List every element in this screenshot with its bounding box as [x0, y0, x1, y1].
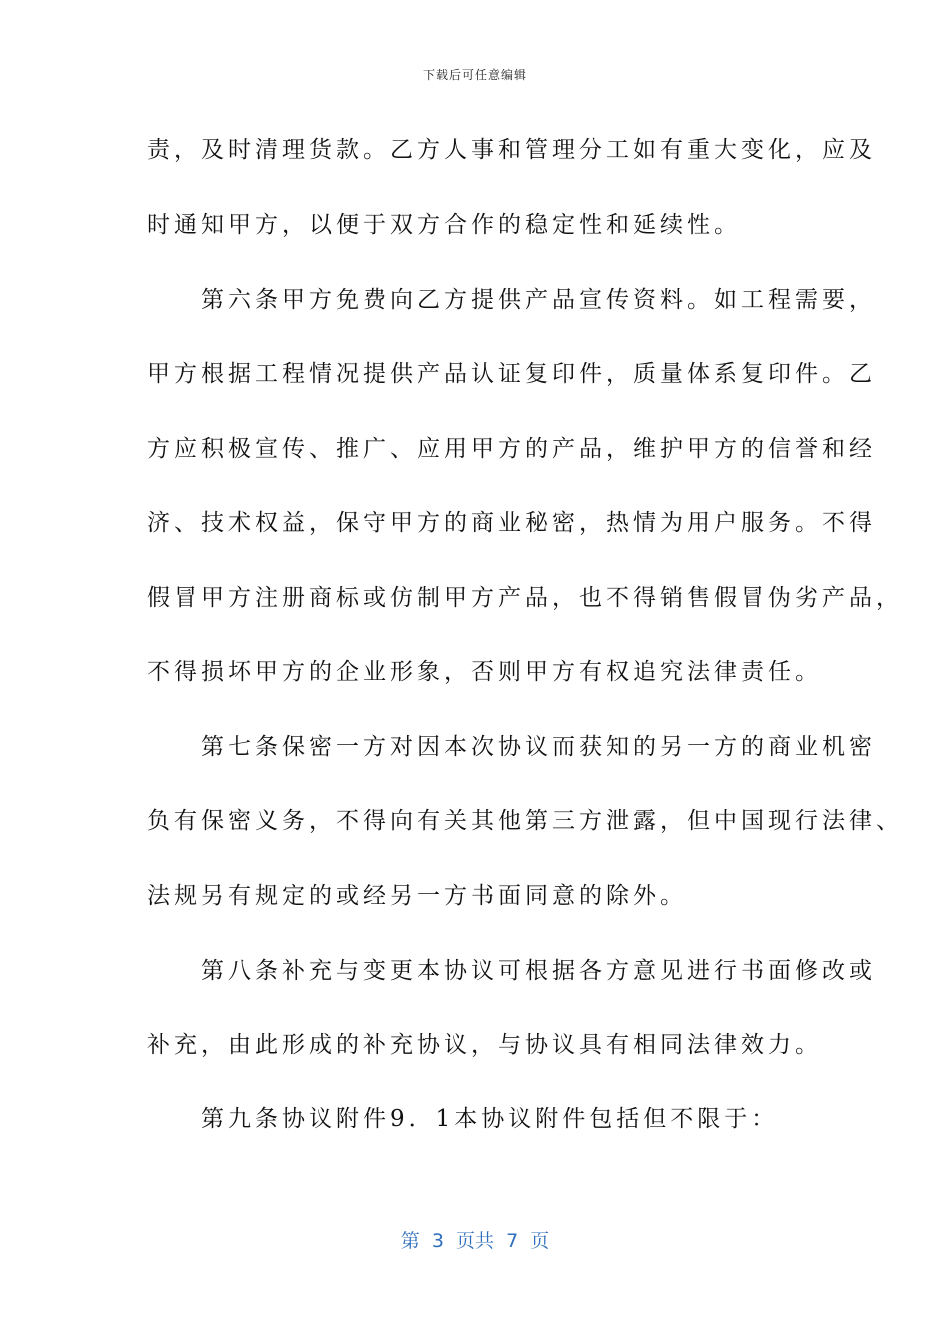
body-line-12: 第八条补充与变更本协议可根据各方意见进行书面修改或 — [147, 958, 876, 984]
body-line-2: 时通知甲方，以便于双方合作的稳定性和延续性。 — [147, 212, 741, 238]
header-note: 下载后可任意编辑 — [422, 68, 527, 82]
body-line-9: 第七条保密一方对因本次协议而获知的另一方的商业机密 — [147, 734, 876, 760]
body-line-3: 第六条甲方免费向乙方提供产品宣传资料。如工程需要， — [147, 287, 876, 313]
body-line-1: 责，及时清理货款。乙方人事和管理分工如有重大变化，应及 — [147, 137, 876, 163]
body-line-14: 第九条协议附件9．1本协议附件包括但不限于： — [147, 1106, 779, 1132]
body-line-11: 法规另有规定的或经另一方书面同意的除外。 — [147, 883, 687, 909]
page-footer: 第 3 页共 7 页 — [400, 1230, 550, 1252]
body-line-5: 方应积极宣传、推广、应用甲方的产品，维护甲方的信誉和经 — [147, 436, 876, 462]
body-line-6: 济、技术权益，保守甲方的商业秘密，热情为用户服务。不得 — [147, 510, 876, 536]
body-line-10: 负有保密义务，不得向有关其他第三方泄露，但中国现行法律、 — [147, 808, 903, 834]
body-line-8: 不得损坏甲方的企业形象，否则甲方有权追究法律责任。 — [147, 659, 822, 685]
body-line-13: 补充，由此形成的补充协议，与协议具有相同法律效力。 — [147, 1032, 822, 1058]
body-line-4: 甲方根据工程情况提供产品认证复印件，质量体系复印件。乙 — [147, 361, 876, 387]
body-line-7: 假冒甲方注册商标或仿制甲方产品，也不得销售假冒伪劣产品， — [147, 585, 903, 611]
